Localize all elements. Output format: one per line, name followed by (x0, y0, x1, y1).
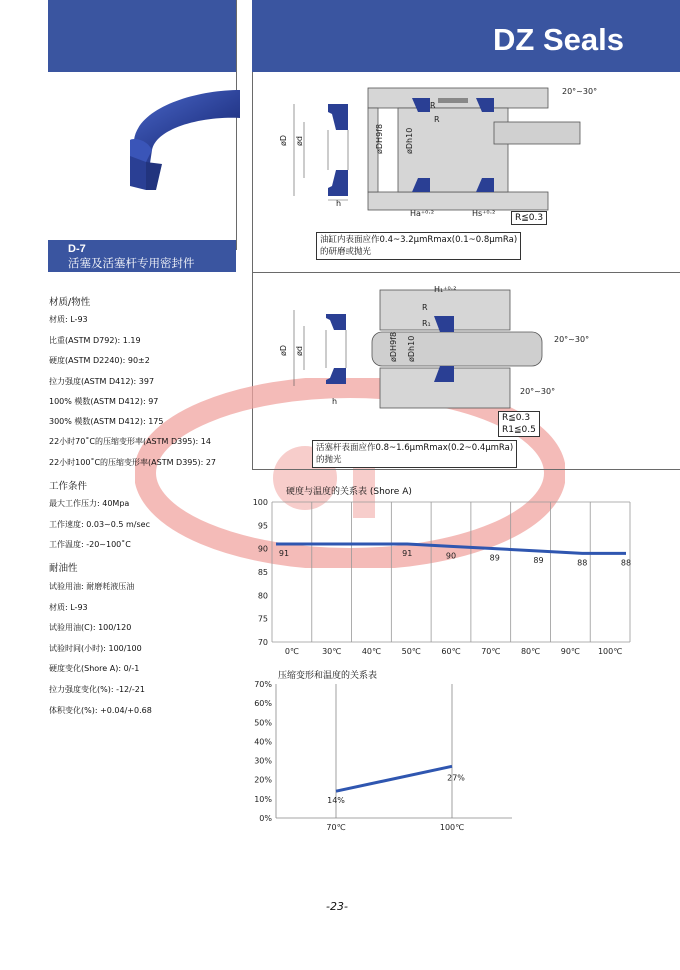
oil-item: 试验用油: 耐磨耗液压油 (49, 582, 135, 591)
y-tick-label: 95 (257, 521, 268, 531)
oil-item: 硬度变化(Shore A): 0/-1 (49, 664, 140, 673)
dim-label: øDh10 (407, 335, 416, 362)
dim-label: øDH9f8 (375, 123, 384, 154)
property-item: 22小时100˚C的压缩变形率(ASTM D395): 27 (49, 458, 217, 467)
data-label: 91 (278, 549, 290, 558)
page-number: -23- (326, 900, 348, 913)
dim-label: ød (295, 346, 304, 356)
note-line: 活塞杆表面应作0.8~1.6μmRmax(0.2~0.4μmRa) (316, 443, 514, 453)
oil-heading: 耐油性 (49, 563, 78, 574)
data-label: 88 (620, 558, 632, 568)
dim-label: H₁⁺⁰·² (434, 285, 457, 294)
product-name: 活塞及活塞杆专用密封件 (68, 256, 195, 270)
surface-note-bottom (312, 440, 517, 468)
oil-item: 拉力强度变化(%): -12/-21 (49, 685, 145, 694)
compression-chart-title: 压缩变形和温度的关系表 (278, 671, 378, 681)
oil-item: 试验用油(C): 100/120 (49, 623, 132, 632)
data-label: 27% (447, 773, 465, 783)
dim-label: øD (279, 344, 288, 356)
data-label: 89 (489, 553, 500, 563)
y-tick-label: 70% (254, 680, 272, 689)
x-tick-label: 70℃ (481, 647, 501, 656)
dim-label: h (332, 397, 338, 406)
y-tick-label: 90 (257, 544, 268, 554)
hardness-temperature-chart (248, 496, 638, 666)
data-label: 14% (327, 796, 345, 806)
compression-temperature-chart (244, 678, 524, 838)
property-item: 100% 模数(ASTM D412): 97 (49, 397, 159, 406)
dim-label: R₁ (422, 319, 431, 328)
y-tick-label: 20% (254, 775, 272, 785)
property-item: 拉力强度(ASTM D412): 397 (49, 377, 155, 386)
brand-title: DZ Seals (493, 22, 624, 57)
dim-label: R (430, 101, 436, 110)
y-tick-label: 30% (254, 756, 272, 766)
note-line: 油缸内表面应作0.4~3.2μmRmax(0.1~0.8μmRa) (320, 235, 518, 245)
product-title-band (48, 240, 236, 272)
condition-item: 最大工作压力: 40Mpa (49, 499, 130, 508)
y-tick-label: 85 (257, 568, 268, 577)
dim-label: h (336, 199, 342, 208)
condition-item: 工作速度: 0.03~0.5 m/sec (49, 520, 150, 529)
oil-item: 试验时间(小时): 100/100 (49, 644, 142, 653)
top-left-banner (48, 0, 236, 72)
piston-seal-diagram (262, 82, 612, 222)
x-tick-label: 60℃ (441, 647, 461, 656)
y-tick-label: 70 (257, 638, 268, 647)
dim-label: R (422, 303, 428, 312)
dim-label: Ha⁺⁰·² (410, 209, 435, 218)
dim-label: ød (295, 136, 304, 146)
x-tick-label: 70℃ (326, 823, 346, 832)
x-tick-label: 100℃ (597, 647, 623, 656)
header-banner (252, 0, 680, 72)
data-label: 91 (402, 549, 413, 558)
x-tick-label: 0℃ (284, 647, 299, 656)
y-tick-label: 60% (254, 699, 272, 709)
condition-item: 工作温度: -20~100˚C (49, 540, 131, 549)
y-tick-label: 80 (257, 591, 268, 601)
property-item: 比重(ASTM D792): 1.19 (49, 336, 141, 345)
property-item: 300% 模数(ASTM D412): 175 (49, 417, 164, 426)
x-tick-label: 40℃ (361, 647, 382, 656)
property-item: 22小时70˚C的压缩变形率(ASTM D395): 14 (49, 437, 211, 446)
y-tick-label: 75 (257, 614, 268, 624)
oil-item: 体积变化(%): +0.04/+0.68 (49, 706, 152, 715)
dim-label: øDH9f8 (389, 331, 398, 362)
x-tick-label: 50℃ (401, 647, 421, 656)
radius-spec-box: R≦0.3 (511, 211, 547, 225)
x-tick-label: 30℃ (322, 647, 342, 656)
y-tick-label: 10% (254, 794, 272, 804)
x-tick-label: 90℃ (560, 647, 580, 656)
note-line: 的研磨或抛光 (320, 247, 372, 257)
properties-heading: 材质/物性 (49, 297, 91, 308)
data-label: 89 (533, 556, 544, 565)
dim-label: 20°~30° (562, 87, 598, 96)
dim-label: øD (279, 134, 288, 146)
seal-product-image (116, 78, 241, 203)
property-item: 硬度(ASTM D2240): 90±2 (49, 356, 150, 365)
dim-label: R (434, 115, 440, 124)
hardness-chart-title: 硬度与温度的关系表 (Shore A) (286, 487, 412, 497)
note-line: 的抛光 (316, 455, 342, 465)
rod-seal-diagram (262, 280, 612, 420)
note-line: R≦0.3 (502, 413, 531, 423)
property-item: 材质: L-93 (49, 315, 88, 324)
y-tick-label: 50% (254, 718, 272, 728)
y-tick-label: 0% (259, 814, 272, 823)
surface-note-top (316, 232, 521, 260)
oil-item: 材质: L-93 (49, 603, 88, 612)
series-line (336, 766, 452, 791)
conditions-heading: 工作条件 (49, 481, 88, 492)
dim-label: 20°~30° (554, 335, 590, 344)
note-line: R1≦0.5 (502, 425, 536, 435)
x-tick-label: 100℃ (439, 823, 465, 832)
x-tick-label: 80℃ (520, 647, 541, 656)
dim-label: Hs⁺⁰·² (472, 209, 496, 218)
product-code: D-7 (68, 243, 86, 255)
data-label: 90 (445, 551, 457, 561)
y-tick-label: 100 (252, 498, 268, 507)
dim-label: øDh10 (405, 127, 414, 154)
data-label: 88 (577, 558, 588, 568)
radius-spec-box (498, 411, 540, 437)
dim-label: 20°~30° (520, 387, 556, 396)
y-tick-label: 40% (254, 737, 272, 747)
